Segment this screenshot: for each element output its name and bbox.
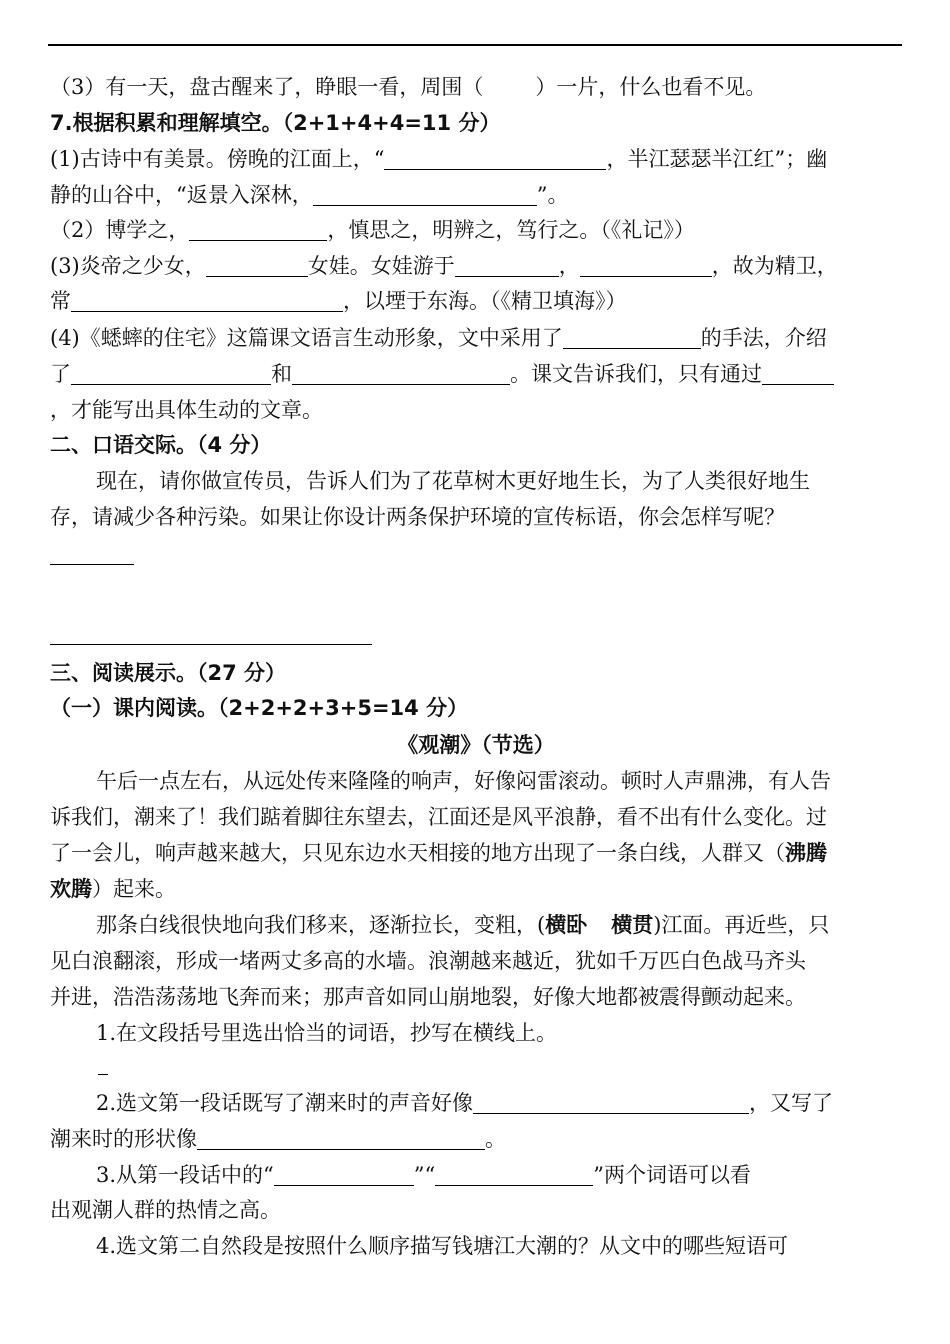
q7-3-line1: (3)炎帝之少女， 女娃。女娃游于 ， ，故为精卫， [50, 254, 838, 278]
passage-p1-line3: 了一会儿，响声越来越大，只见东边水天相接的地方出现了一条白线，人群又（沸腾 [50, 841, 827, 865]
answer-blank[interactable] [71, 362, 271, 385]
answer-blank[interactable] [197, 1127, 485, 1150]
answer-blank[interactable] [435, 1163, 593, 1186]
question-2-line1: 2.选文第一段话既写了潮来时的声音好像 ，又写了 [96, 1091, 834, 1115]
answer-blank[interactable] [274, 1163, 414, 1186]
passage-p1-line2: 诉我们，潮来了！我们踮着脚往东望去，江面还是风平浪静，看不出有什么变化。过 [50, 805, 827, 829]
top-rule [48, 44, 902, 46]
passage-p2-line2: 见白浪翻滚，形成一堵两丈多高的水墙。浪潮越来越近，犹如千万匹白色战马齐头 [50, 949, 806, 973]
answer-blank[interactable] [71, 289, 343, 312]
passage-p1-line4: 欢腾）起来。 [50, 877, 176, 901]
answer-blank[interactable] [189, 218, 327, 241]
q7-4-line2: 了 和 。课文告诉我们，只有通过 [50, 359, 902, 389]
q7-2-line: （2）博学之， ，慎思之，明辨之，笃行之。（《礼记》） [50, 218, 695, 242]
section-3-heading: 三、阅读展示。（27 分） [50, 661, 287, 685]
q7-4-line3: ，才能写出具体生动的文章。 [50, 398, 323, 422]
q7-4-line1: (4)《蟋蟀的住宅》这篇课文语言生动形象，文中采用了 的手法，介绍 [50, 326, 827, 350]
q7-1-line2: 静的山谷中，“返景入深林， ”。 [50, 183, 569, 207]
answer-line[interactable] [50, 564, 134, 565]
answer-blank[interactable] [455, 254, 559, 277]
passage-title: 《观潮》（节选） [397, 733, 555, 757]
question-2-line2: 潮来时的形状像 。 [50, 1127, 506, 1151]
answer-line[interactable] [98, 1074, 108, 1075]
section-2-heading: 二、口语交际。（4 分） [50, 433, 272, 457]
answer-blank[interactable] [313, 183, 537, 206]
question-3-line2: 出观潮人群的热情之高。 [50, 1198, 281, 1222]
answer-blank[interactable] [473, 1091, 749, 1114]
answer-blank[interactable] [563, 326, 701, 349]
section-2-text-2: 存，请减少各种污染。如果让你设计两条保护环境的宣传标语，你会怎样写呢？ [50, 505, 785, 529]
passage-p1-line1: 午后一点左右，从远处传来隆隆的响声，好像闷雷滚动。顿时人声鼎沸，有人告 [96, 769, 831, 793]
section-3-subheading: （一）课内阅读。（2+2+2+3+5=14 分） [50, 696, 469, 720]
answer-blank[interactable] [580, 254, 712, 277]
q7-heading: 7.根据积累和理解填空。（2+1+4+4=11 分） [50, 111, 501, 135]
answer-blank[interactable] [384, 147, 606, 170]
question-3-line1: 3.从第一段话中的“ ”“ ”两个词语可以看 [96, 1163, 752, 1187]
question-1: 1.在文段括号里选出恰当的词语，抄写在横线上。 [96, 1021, 558, 1045]
q7-1-line1: (1)古诗中有美景。傍晚的江面上，“ ，半江瑟瑟半江红”；幽 [50, 147, 828, 171]
answer-line[interactable] [50, 644, 372, 645]
question-4-line1: 4.选文第二自然段是按照什么顺序描写钱塘江大潮的？从文中的哪些短语可 [96, 1234, 789, 1258]
q7-3-line2: 常 ，以堙于东海。（《精卫填海》） [50, 289, 627, 313]
section-2-text-1: 现在，请你做宣传员，告诉人们为了花草树木更好地生长，为了人类很好地生 [96, 469, 810, 493]
passage-p2-line3: 并进，浩浩荡荡地飞奔而来；那声音如同山崩地裂，好像大地都被震得颤动起来。 [50, 985, 806, 1009]
q6-3-line: （3）有一天，盘古醒来了，睁眼一看，周围（ ）一片，什么也看不见。 [50, 75, 767, 99]
passage-p2-line1: 那条白线很快地向我们移来，逐渐拉长，变粗，(横卧 横贯)江面。再近些，只 [96, 913, 830, 937]
answer-blank[interactable] [206, 254, 308, 277]
answer-blank[interactable] [762, 362, 834, 385]
answer-blank[interactable] [292, 362, 510, 385]
